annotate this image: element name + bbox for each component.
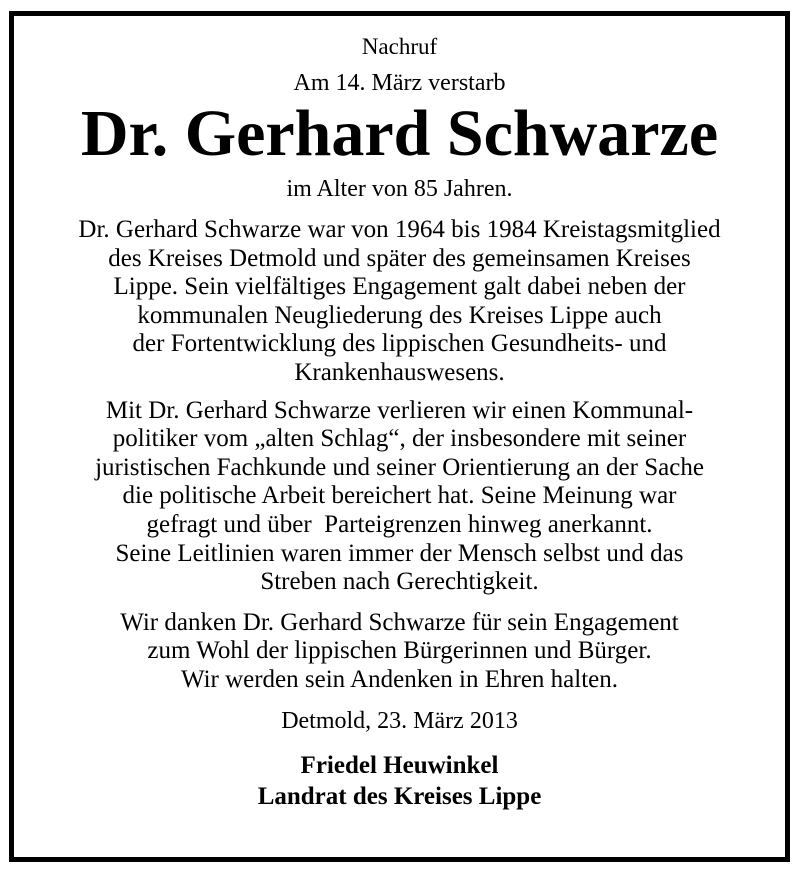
text-line: gefragt und über Parteigrenzen hinweg anerkannt. xyxy=(146,510,653,538)
text-line: kommunalen Neugliederung des Kreises Lippe auch xyxy=(137,301,662,329)
text-line: des Kreises Detmold und später des gemeinsamen Kreises xyxy=(108,244,691,272)
text-line: Krankenhauswesens. xyxy=(294,358,505,386)
signer-title: Landrat des Kreises Lippe xyxy=(257,782,542,810)
text-line: Dr. Gerhard Schwarze war von 1964 bis 1984 Kreistagsmitglied xyxy=(78,216,721,243)
obituary-notice xyxy=(14,16,785,812)
text-line: politiker vom „alten Schlag“, der insbesondere mit seiner xyxy=(112,425,687,453)
text-line: Seine Leitlinien waren immer der Mensch selbst und das xyxy=(115,539,684,567)
biography-paragraph xyxy=(14,216,785,388)
death-announcement: Am 14. März verstarb xyxy=(293,70,506,96)
text-line: der Fortentwicklung des lippischen Gesundheits- und xyxy=(132,330,667,358)
text-line: Wir werden sein Andenken in Ehren halten. xyxy=(180,665,619,693)
text-line: juristischen Fachkunde und seiner Orientierung an der Sache xyxy=(95,453,704,481)
text-line: Mit Dr. Gerhard Schwarze verlieren wir einen Kommunal- xyxy=(105,396,694,424)
text-line: Wir danken Dr. Gerhard Schwarze für sein Engagement xyxy=(120,608,679,636)
text-line: Lippe. Sein vielfältiges Engagement galt dabei neben der xyxy=(113,273,686,301)
signature-block xyxy=(14,750,785,812)
thanks-paragraph xyxy=(14,609,785,695)
place-and-date: Detmold, 23. März 2013 xyxy=(281,707,518,734)
deceased-name: Dr. Gerhard Schwarze xyxy=(80,97,719,170)
tribute-paragraph xyxy=(14,397,785,597)
text-line: die politische Arbeit bereichert hat. Seine Meinung war xyxy=(122,482,677,510)
text-line: zum Wohl der lippischen Bürgerinnen und Bürger. xyxy=(147,637,652,665)
text-line: Streben nach Gerechtigkeit. xyxy=(260,568,539,596)
signer-name: Friedel Heuwinkel xyxy=(300,751,499,779)
age-at-death: im Alter von 85 Jahren. xyxy=(286,176,513,202)
notice-heading: Nachruf xyxy=(361,34,438,59)
